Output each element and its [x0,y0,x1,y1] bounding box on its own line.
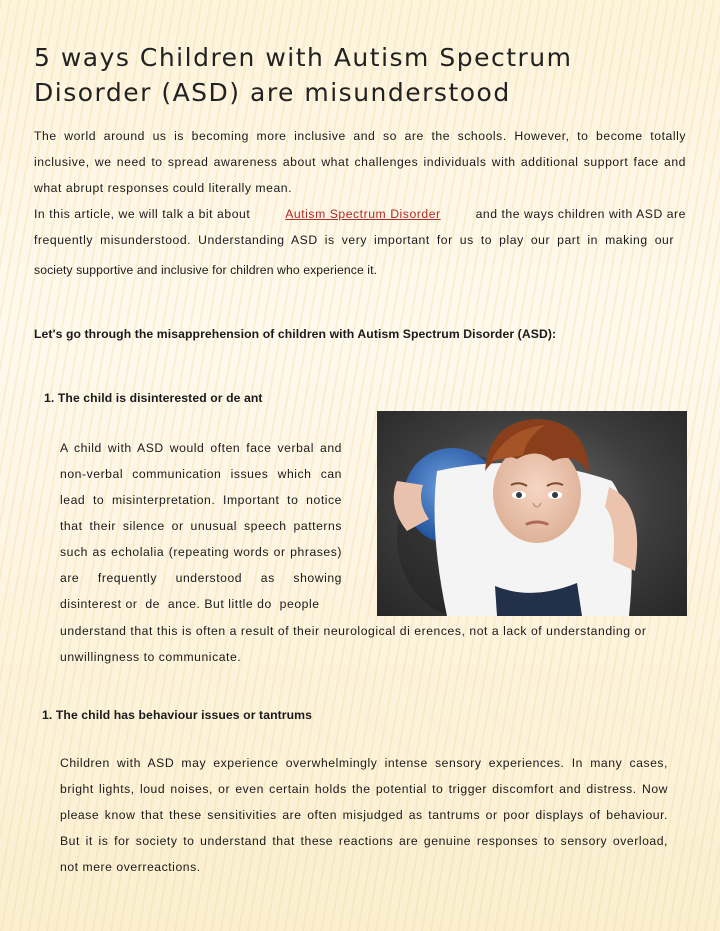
autism-spectrum-disorder-link[interactable]: Autism Spectrum Disorder [285,207,441,221]
section1-line: are frequently understood as showing [60,571,342,585]
section2-line: not mere overreactions. [60,860,201,874]
section2-line: please know that these sensitivities are often misjudged as tantrums or poor displays of behaviour. [60,808,668,822]
intro-line: inclusive, we need to spread awareness about what challenges individuals with additional support face and [34,155,686,169]
intro-text: In this article, we will talk a bit about [34,207,251,221]
section-heading: 1. The child is disinterested or de ant [44,391,263,405]
intro-link-line [34,207,686,221]
intro-line: society supportive and inclusive for children who experience it. [34,263,378,277]
section1-line: that their silence or unusual speech patterns [60,519,342,533]
intro-line: The world around us is becoming more inclusive and so are the schools. However, to become totally [34,129,686,143]
lead-text: Let's go through the misapprehension of children with Autism Spectrum Disorder (ASD): [34,327,557,341]
intro-line: what abrupt responses could literally mean. [34,181,293,195]
intro-text: and the ways children with ASD are [475,207,686,221]
child-photo [377,411,687,616]
section1-line: disinterest or de ance. But little do people [60,597,320,611]
section1-line: unwillingness to communicate. [60,650,242,664]
section2-line: Children with ASD may experience overwhelmingly intense sensory experiences. In many cases, [60,756,668,770]
section2-line: bright lights, loud noises, or even certain holds the potential to trigger discomfort and distress. Now [60,782,668,796]
section-heading: 1. The child has behaviour issues or tantrums [42,708,312,722]
section1-line: non-verbal communication issues which can [60,467,342,481]
section1-line: understand that this is often a result of their neurological di erences, not a lack of understanding or [60,624,647,638]
section1-line: such as echolalia (repeating words or phrases) [60,545,342,559]
intro-line: frequently misunderstood. Understanding ASD is very important for us to play our part in making our [34,233,674,247]
section1-line: A child with ASD would often face verbal and [60,441,342,455]
section1-line: lead to misinterpretation. Important to notice [60,493,342,507]
page-title: 5 ways Children with Autism Spectrum Disorder (ASD) are misunderstood [34,43,573,107]
section2-line: But it is for society to understand that these reactions are genuine responses to sensory overload, [60,834,668,848]
child-photo-illustration [377,411,687,616]
